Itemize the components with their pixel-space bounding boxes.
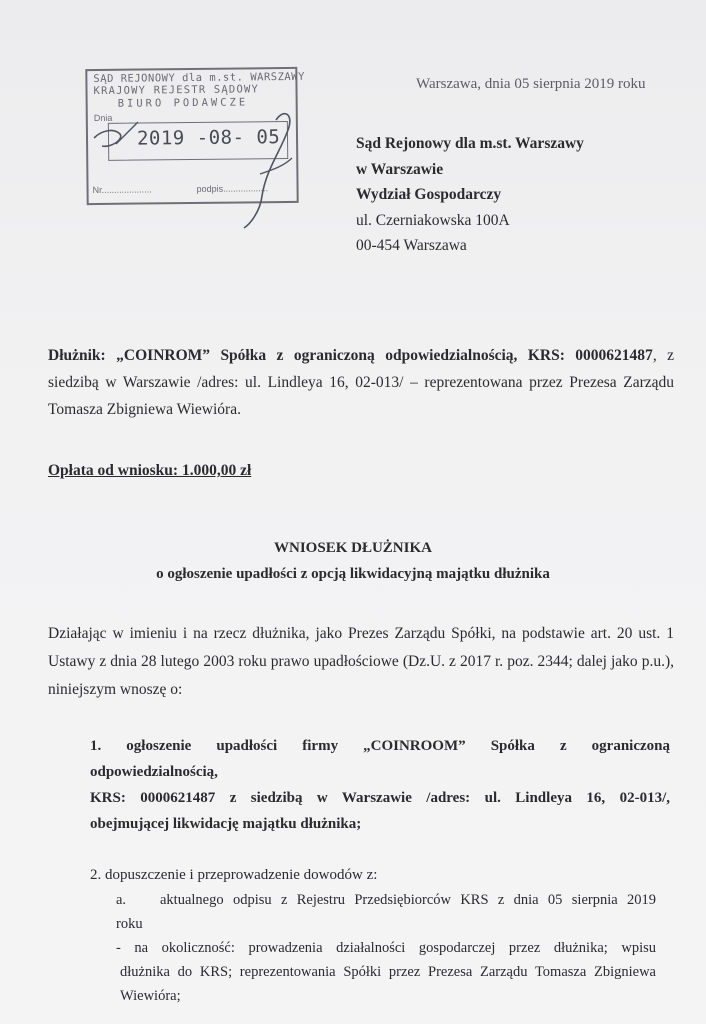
item2a-cont2: dłużnika do KRS; reprezentowania Spółki przez Prezesa Zarządu Tomasza Zbigniewa	[120, 964, 656, 980]
city-date: Warszawa, dnia 05 sierpnia 2019 roku	[416, 76, 646, 92]
stamp-podpis-label: podpis..................	[196, 183, 269, 194]
intro-paragraph: Działając w imieniu i na rzecz dłużnika, jako Prezes Zarządu Spółki, na podstawie art. 20 ust. 1 Ustawy z dnia 28 lutego 2003 roku prawo upadłościowe (Dz.U. z 2017 r. poz. 2344; dalej jako p.u.), niniejszym wnoszę o:	[48, 625, 674, 698]
fee-line: Opłata od wniosku: 1.000,00 zł	[48, 462, 252, 479]
debtor-label: Dłużnik:	[48, 347, 106, 364]
request-item-2	[90, 862, 670, 888]
addressee-court: Sąd Rejonowy dla m.st. Warszawy	[356, 135, 584, 152]
item1-line3: KRS: 0000621487 z siedzibą w Warszawie /adres: ul. Lindleya 16, 02-013/,	[90, 790, 670, 806]
stamp-date: 2019 -08- 05	[136, 126, 281, 150]
item1-line4: obejmującej likwidację majątku dłużnika;	[90, 816, 362, 832]
item2-line1: 2. dopuszczenie i przeprowadzenie dowodów z:	[90, 867, 378, 883]
item1-line1: 1. ogłoszenie upadłości firmy „COINROOM” Spółka z ograniczoną	[90, 738, 670, 754]
stamp-office-name: BIURO PODAWCZE	[117, 96, 249, 110]
debtor-paragraph	[48, 342, 674, 423]
document-title: WNIOSEK DŁUŻNIKA	[274, 540, 432, 556]
stamp-registry-name: KRAJOWY REJESTR SĄDOWY	[93, 83, 260, 98]
item2a-line2: roku	[116, 916, 143, 932]
stamp-nr-label: Nr....................	[92, 184, 152, 196]
handwritten-signature	[80, 100, 300, 230]
debtor-details: , z siedzibą w Warszawie /adres: ul. Lindleya 16, 02-013/ – reprezentowana przez Prezesa Zarządu Tomasza Zbigniewa Wiewióra.	[48, 347, 674, 418]
addressee-postal: 00-454 Warszawa	[356, 237, 467, 254]
addressee-block	[356, 131, 584, 259]
item2a-text	[160, 888, 656, 912]
item2a-line1: aktualnego odpisu z Rejestru Przedsiębiorców KRS z dnia 05 sierpnia 2019	[160, 892, 656, 908]
item2a-continuation	[116, 912, 656, 1008]
stamp-court-name: SĄD REJONOWY dla m.st. WARSZAWY	[93, 70, 305, 86]
document-subtitle: o ogłoszenie upadłości z opcją likwidacyjną majątku dłużnika	[156, 566, 550, 582]
item2a-cont3: Wiewióra;	[120, 988, 181, 1004]
item2a-marker: a.	[116, 892, 127, 908]
addressee-city: w Warszawie	[356, 160, 444, 178]
addressee-street: ul. Czerniakowska 100A	[356, 211, 510, 229]
request-item-1	[90, 733, 670, 837]
item1-line2: odpowiedzialnością,	[90, 764, 218, 780]
debtor-name: „COINROM” Spółka z ograniczoną odpowiedzialnością, KRS: 0000621487	[116, 347, 653, 364]
item2a-cont1: - na okoliczność: prowadzenia działalności gospodarczej przez dłużnika; wpisu	[116, 940, 656, 956]
addressee-department: Wydział Gospodarczy	[356, 186, 502, 203]
stamp-dnia-label: Dnia	[93, 112, 113, 124]
